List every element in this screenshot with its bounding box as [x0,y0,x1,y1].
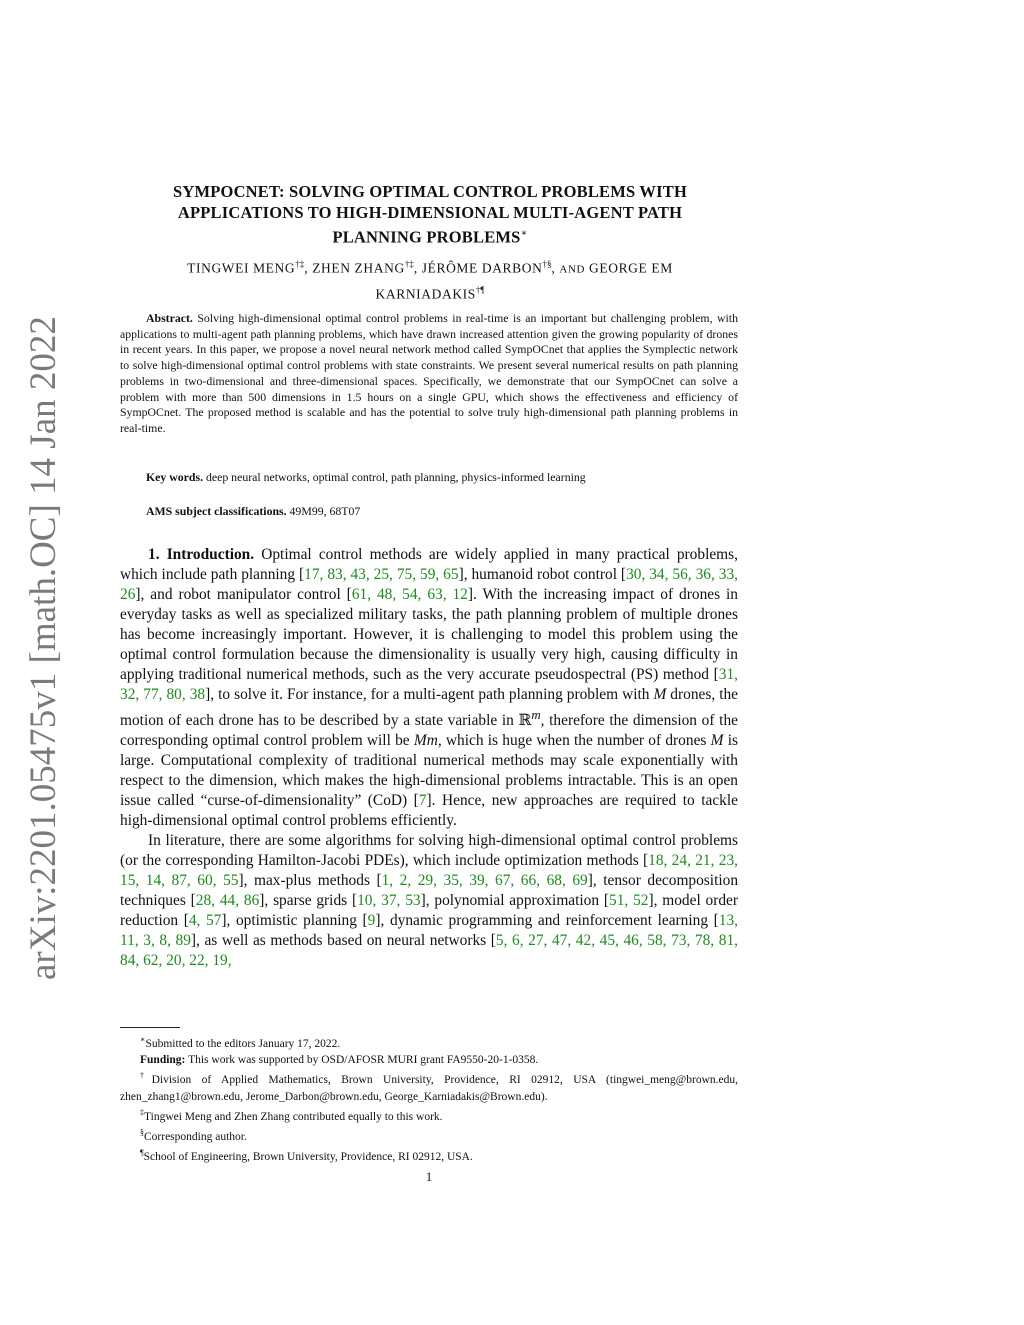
footnote-divider [120,1027,180,1028]
body-text: ], polynomial approximation [ [420,892,610,910]
math-symbol: M [653,686,667,703]
keywords [146,470,740,485]
funding-label: Funding: [140,1054,186,1067]
abstract [120,311,738,437]
footnote-equal-contribution [120,1105,738,1125]
author-conjunction: AND [559,263,586,276]
body-text: ], max-plus methods [ [238,872,382,890]
footnote-funding [120,1052,738,1068]
body-text: drones, the motion of each drone has to be described by a state variable in [120,686,738,730]
keywords-text: deep neural networks, optimal control, path planning, physics-informed learning [205,470,586,484]
footnote-text: Submitted to the editors January 17, 2022. [145,1037,341,1050]
abstract-label: Abstract. [146,311,193,325]
citation-link[interactable]: 61, 48, 54, 63, 12 [351,586,468,603]
body-text: ], tensor decomposition techniques [ [120,872,739,910]
footnote-mark: ∗ [140,1035,146,1044]
body-text: ]. With the increasing impact of drones in everyday tasks as well as specialized military tasks, the path planning problem of multiple drones has become increasingly important. However, it is challenging to model this problem using the optimal control formulation because the dimensionality is usually very high, causing difficulty in applying traditional numerical methods, such as the very accurate pseudospectral (PS) method [ [120,586,738,683]
ams-classifications [146,504,740,519]
citation-link[interactable]: 30, 34, 56, 36, 33, 26 [120,566,738,603]
body-text: ]. Hence, new approaches are required to tackle high-dimensional optimal control problems efficiently. [120,792,738,830]
footnote-text: Division of Applied Mathematics, Brown University, Providence, RI 02912, USA (tingwei_meng@brown.edu, zhen_zhang1@brown.edu, Jerome_Darbon@brown.edu, George_Karniadakis@Brown.edu). [120,1074,739,1103]
author-line-1: TINGWEI MENG†‡, ZHEN ZHANG†‡, JÉRÔME DARBON†§, AND GEORGE EM [187,259,673,276]
citation-link[interactable]: 10, 37, 53 [357,892,421,910]
title-footnote-mark: ∗ [520,228,528,239]
footnote-school [120,1145,738,1165]
citation-link[interactable]: 18, 24, 21, 23, 15, 14, 87, 60, 55 [120,852,739,890]
introduction-section [120,545,738,971]
author-line-2 [120,280,740,305]
footnote-mark: † [140,1071,152,1081]
author-darbon: JÉRÔME DARBON [421,260,543,276]
footnote-mark: ¶ [140,1148,144,1158]
citation-link[interactable]: 28, 44, 86 [195,892,260,910]
section-heading: 1. Introduction. [148,546,255,563]
body-text: In literature, there are some algorithms for solving high-dimensional optimal control problems (or the corresponding Hamilton-Jacobi PDEs), which include optimization methods [ [120,832,738,870]
title-line-1: SYMPOCNET: SOLVING OPTIMAL CONTROL PROBLEMS WITH [172,182,687,201]
citation-link[interactable]: 51, 52 [609,892,649,910]
footnote-text: School of Engineering, Brown University, Providence, RI 02912, USA. [143,1150,473,1163]
author-list [120,254,740,304]
intro-paragraph-1 [120,545,738,831]
footnote-mark: ‡ [140,1107,144,1117]
ams-label: AMS subject classifications. [146,504,287,518]
citation-link[interactable]: 9 [367,912,376,930]
body-text: , therefore the dimension of the corresponding optimal control problem will be [120,712,738,750]
math-symbol: m [531,708,541,722]
author-zhang: ZHEN ZHANG [312,260,405,276]
body-text: ], humanoid robot control [ [458,566,627,583]
intro-paragraph-2 [120,831,738,971]
body-text: ], and robot manipulator control [ [135,586,352,603]
author-marks: †‡ [295,259,305,269]
footnote-corresponding [120,1125,738,1145]
body-text: , which is huge when the number of drones [437,732,711,750]
footnote-text: Tingwei Meng and Zhen Zhang contributed equally to this work. [144,1110,443,1123]
citation-link[interactable]: 4, 57 [188,912,222,930]
footnote-text: Corresponding author. [144,1130,247,1143]
keywords-label: Key words. [146,470,204,484]
author-marks: †¶ [475,284,485,295]
footnote-text: This work was supported by OSD/AFOSR MURI grant FA9550-20-1-0358. [188,1054,539,1067]
title-line-3: PLANNING PROBLEMS∗ [332,227,528,247]
title-line-2: APPLICATIONS TO HIGH-DIMENSIONAL MULTI-AGENT PATH [177,203,683,222]
author-marks: †§ [542,259,552,269]
body-text: ], sparse grids [ [259,892,358,910]
footnote-submitted [120,1032,738,1052]
footnote-mark: § [140,1127,144,1137]
footnote-affiliation [120,1068,738,1104]
author-karniadakis-last: KARNIADAKIS [375,286,476,301]
citation-link[interactable]: 31, 32, 77, 80, 38 [120,666,738,703]
arxiv-identifier-stamp: arXiv:2201.05475v1 [math.OC] 14 Jan 2022 [23,316,64,980]
body-text: ], to solve it. For instance, for a multi-agent path planning problem with [205,686,654,703]
author-meng: TINGWEI MENG [187,260,296,276]
ams-text: 49M99, 68T07 [289,504,361,518]
citation-link[interactable]: 5, 6, 27, 47, 42, 45, 46, 58, 73, 78, 81, 84, 62, 20, 22, 19, [120,932,738,970]
math-symbol: M [710,732,724,750]
citation-link[interactable]: 17, 83, 43, 25, 75, 59, 65 [304,566,459,583]
abstract-text: Solving high-dimensional optimal control problems in real-time is an important but challenging problem, with applications to multi-agent path planning problems, which have drawn increased attention given the growing popularity of drones in recent years. In this paper, we propose a novel neural network method called SympOCnet that applies the Symplectic network to solve high-dimensional optimal control problems with state constraints. We present several numerical results on path planning problems in two-dimensional and three-dimensional spaces. Specifically, we demonstrate that our SympOCnet can solve a problem with more than 500 dimensions in 1.5 hours on a single GPU, which shows the effectiveness and efficiency of SympOCnet. The proposed method is scalable and has the potential to solve truly high-dimensional path planning problems in real-time. [120,311,738,435]
footnotes [120,1032,738,1165]
citation-link[interactable]: 1, 2, 29, 35, 39, 67, 66, 68, 69 [381,872,588,890]
body-text: Optimal control methods are widely applied in many practical problems, which include path planning [ [120,546,738,583]
body-text: ], as well as methods based on neural networks [ [190,932,496,950]
author-marks: †‡ [404,259,414,269]
body-text: ], model order reduction [ [120,892,739,930]
page-number: 1 [425,1170,433,1184]
math-symbol: Mm [413,732,438,750]
body-text: ], optimistic planning [ [221,912,368,930]
author-karniadakis-first: GEORGE EM [589,260,673,276]
body-text: ], dynamic programming and reinforcement learning [ [375,912,719,930]
citation-link[interactable]: 7 [418,792,427,810]
body-text: is large. Computational complexity of traditional numerical methods may scale exponentially with respect to the dimension, which makes the high-dimensional problems intractable. This is an open issue called “curse-of-dimensionality” (CoD) [ [120,732,738,810]
math-symbol: ℝ [518,712,532,730]
paper-title [120,181,740,248]
citation-link[interactable]: 13, 11, 3, 8, 89 [120,912,738,950]
